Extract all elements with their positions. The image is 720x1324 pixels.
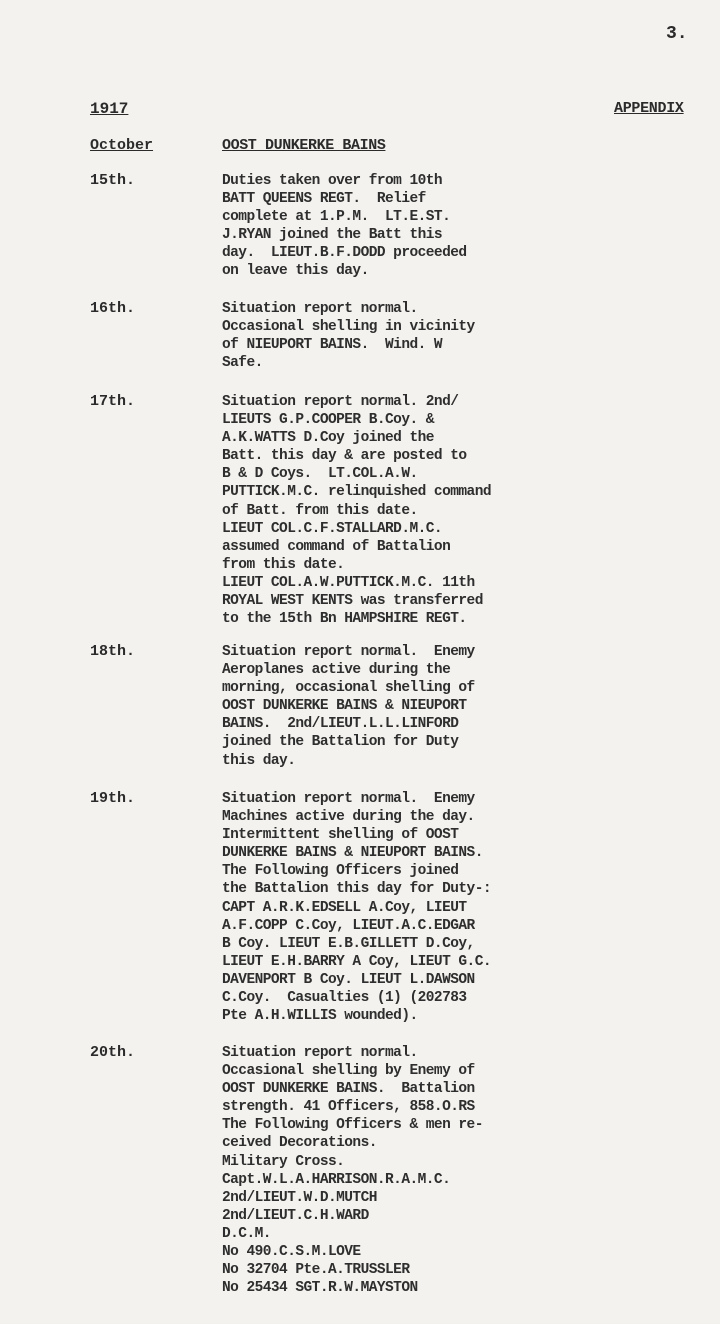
entry-date-18: 18th. — [90, 643, 136, 660]
location-heading: OOST DUNKERKE BAINS — [222, 137, 386, 154]
entry-date-19: 19th. — [90, 790, 136, 807]
entry-date-20: 20th. — [90, 1044, 136, 1061]
entry-date-15: 15th. — [90, 172, 136, 189]
page-number: 3. — [666, 24, 688, 44]
entry-date-16: 16th. — [90, 300, 136, 317]
entry-text-18: Situation report normal. Enemy Aeroplanes active during the morning, occasional shelling of OOST DUNKERKE BAINS & NIEUPORT BAINS. 2nd/LIEUT.L.L.LINFORD joined the Battalion for Duty this day. — [222, 644, 475, 769]
year-heading: 1917 — [90, 100, 129, 118]
appendix-heading: APPENDIX — [614, 100, 684, 117]
entry-text-19: Situation report normal. Enemy Machines active during the day. Intermittent shelling of OOST DUNKERKE BAINS & NIEUPORT BAINS. The Following Officers joined the Battalion this day for Duty-: CAPT A.R.K.EDSELL A.Coy, LIEUT A.F.COPP C.Coy, LIEUT.A.C.EDGAR B Coy. LIEUT E.B.GILLETT D.Coy, LIEUT E.H.BARRY A Coy, LIEUT G.C. DAVENPORT B Coy. LIEUT L.DAWSON C.Coy. Casualties (1) (202783 Pte A.H.WILLIS wounded). — [222, 791, 491, 1025]
entry-text-16: Situation report normal. Occasional shelling in vicinity of NIEUPORT BAINS. Wind. W Safe. — [222, 301, 475, 372]
month-heading: October — [90, 137, 154, 154]
entry-date-17: 17th. — [90, 393, 136, 410]
entry-text-17: Situation report normal. 2nd/ LIEUTS G.P.COOPER B.Coy. & A.K.WATTS D.Coy joined the Batt. this day & are posted to B & D Coys. LT.COL.A.W. PUTTICK.M.C. relinquished command of Batt. from this date. LIEUT COL.C.F.STALLARD.M.C. assumed command of Battalion from this date. LIEUT COL.A.W.PUTTICK.M.C. 11th ROYAL WEST KENTS was transferred to the 15th Bn HAMPSHIRE REGT. — [222, 394, 491, 628]
entry-text-20: Situation report normal. Occasional shelling by Enemy of OOST DUNKERKE BAINS. Battalion strength. 41 Officers, 858.O.RS The Following Officers & men re- ceived Decorations. Military Cross. Capt.W.L.A.HARRISON.R.A.M.C. 2nd/LIEUT.W.D.MUTCH 2nd/LIEUT.C.H.WARD D.C.M. No 490.C.S.M.LOVE No 32704 Pte.A.TRUSSLER No 25434 SGT.R.W.MAYSTON — [222, 1045, 483, 1297]
entry-text-15: Duties taken over from 10th BATT QUEENS REGT. Relief complete at 1.P.M. LT.E.ST. J.RYAN joined the Batt this day. LIEUT.B.F.DODD proceeded on leave this day. — [222, 173, 467, 280]
